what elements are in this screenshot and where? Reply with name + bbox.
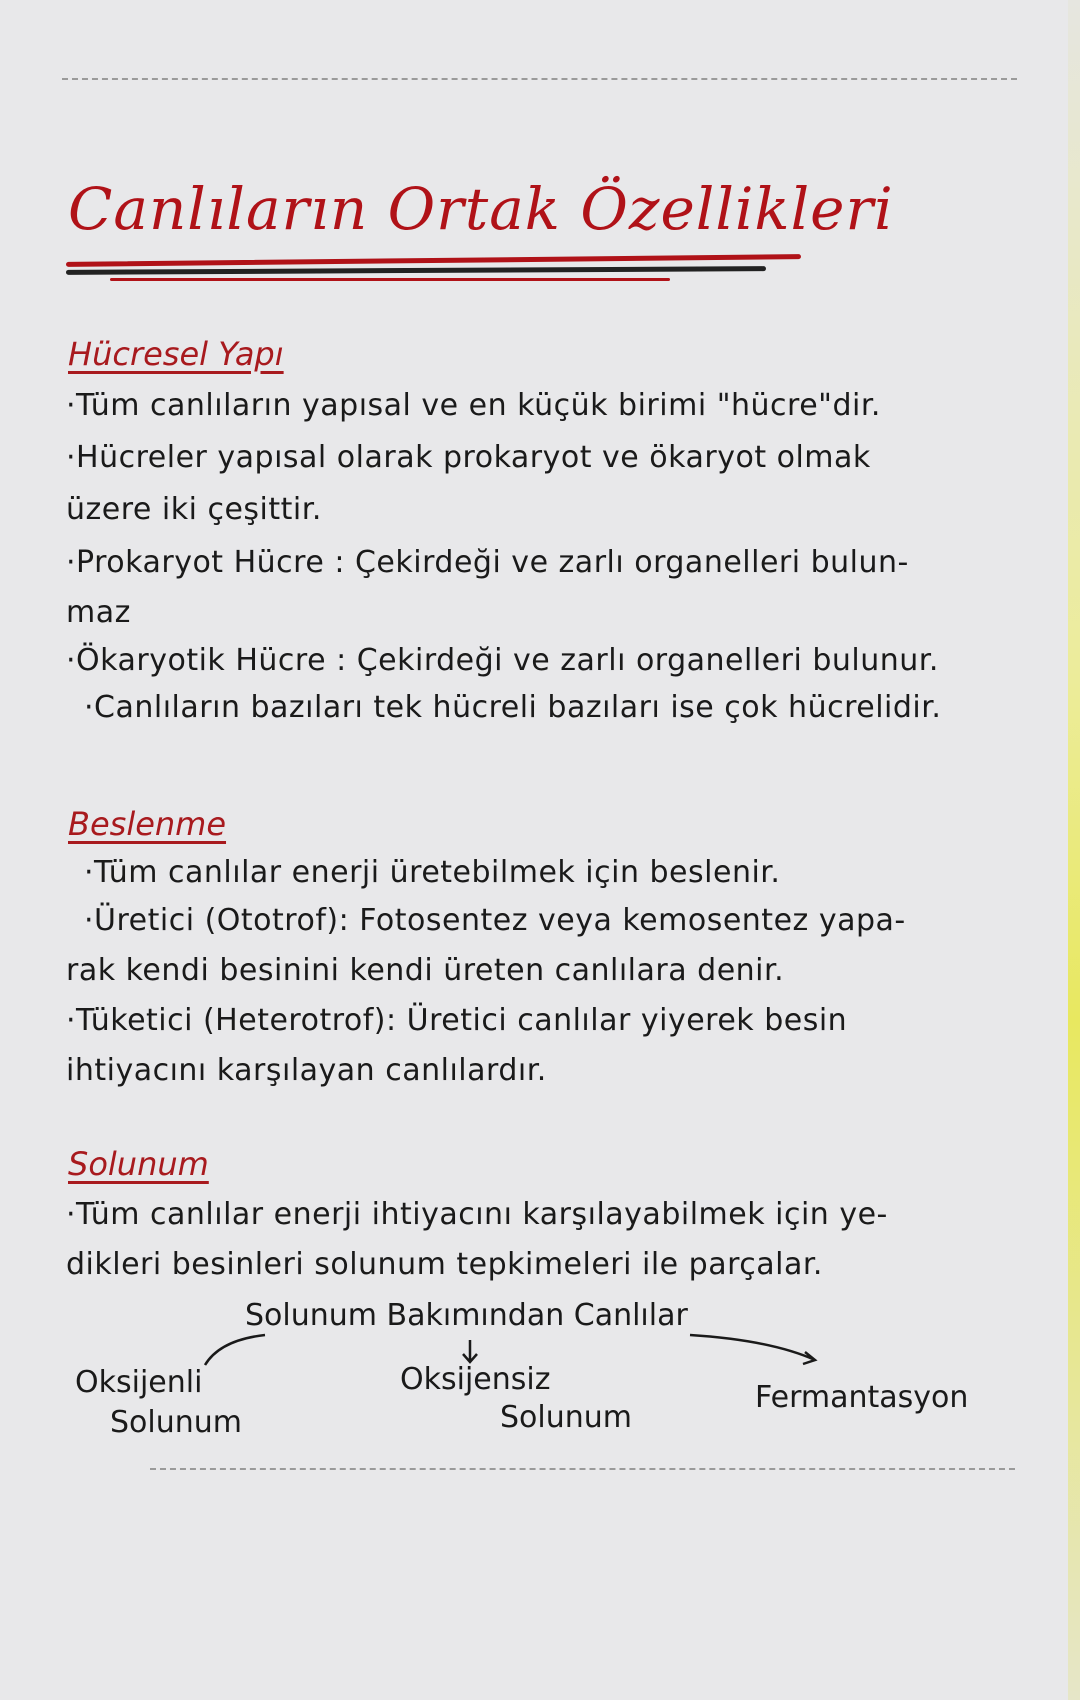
text-line: ·Tüm canlıların yapısal ve en küçük birimi "hücre"dir. bbox=[66, 388, 881, 423]
branch-fermantasyon: Fermantasyon bbox=[755, 1380, 969, 1415]
branch-oksijensiz-1: Oksijensiz bbox=[400, 1362, 551, 1397]
text-line: ·Tüketici (Heterotrof): Üretici canlılar yiyerek besin bbox=[66, 1003, 848, 1038]
arrow-right bbox=[690, 1335, 815, 1364]
text-line: dikleri besinleri solunum tepkimeleri ile parçalar. bbox=[66, 1247, 823, 1282]
text-line: rak kendi besinini kendi üreten canlılara denir. bbox=[66, 953, 785, 988]
text-line: ·Tüm canlılar enerji ihtiyacını karşılayabilmek için ye- bbox=[66, 1197, 888, 1232]
text-line: maz bbox=[66, 595, 131, 630]
page-title: Canlıların Ortak Özellikleri bbox=[68, 175, 894, 243]
text-line: ·Prokaryot Hücre : Çekirdeği ve zarlı organelleri bulun- bbox=[66, 545, 909, 580]
branch-oksijensiz-2: Solunum bbox=[500, 1400, 632, 1435]
text-line: ·Ökaryotik Hücre : Çekirdeği ve zarlı organelleri bulunur. bbox=[66, 643, 939, 678]
heading-hucresel-yapi: Hücresel Yapı bbox=[68, 335, 284, 373]
heading-beslenme: Beslenme bbox=[68, 805, 227, 843]
arrow-down bbox=[463, 1340, 477, 1362]
text-line: üzere iki çeşittir. bbox=[66, 492, 322, 527]
text-line: ·Canlıların bazıları tek hücreli bazıları ise çok hücrelidir. bbox=[84, 690, 942, 725]
bottom-divider bbox=[150, 1468, 1015, 1470]
text-line: ·Tüm canlılar enerji üretebilmek için beslenir. bbox=[84, 855, 781, 890]
text-line: ·Hücreler yapısal olarak prokaryot ve ökaryot olmak bbox=[66, 440, 871, 475]
heading-solunum: Solunum bbox=[68, 1145, 209, 1183]
text-line: ihtiyacını karşılayan canlılardır. bbox=[66, 1053, 547, 1088]
text-line: ·Üretici (Ototrof): Fotosentez veya kemosentez yapa- bbox=[84, 903, 906, 938]
arrow-left bbox=[205, 1335, 265, 1365]
branch-oksijenli-1: Oksijenli bbox=[75, 1365, 203, 1400]
branch-oksijenli-2: Solunum bbox=[110, 1405, 242, 1440]
diagram-title: Solunum Bakımından Canlılar bbox=[245, 1298, 688, 1333]
